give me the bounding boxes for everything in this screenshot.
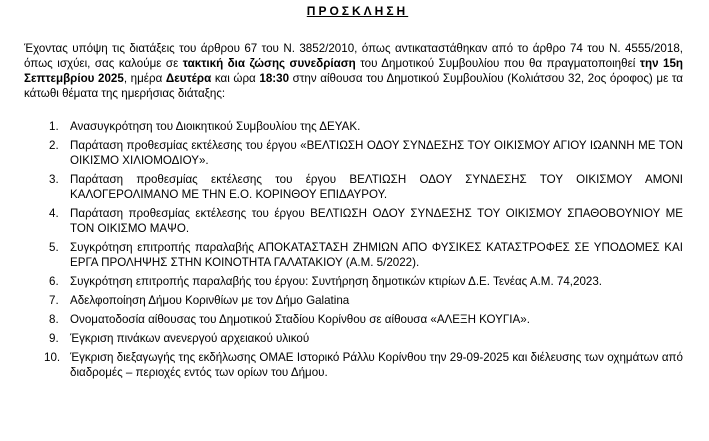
agenda-item-text: Παράταση προθεσμίας εκτέλεσης του έργου «ΒΕΛΤΙΩΣΗ ΟΔΟΥ ΣΥΝΔΕΣΗΣ ΤΟΥ ΟΙΚΙΣΜΟΥ ΑΓΙΟΥ ΙΩΑΝΝΗ ΜΕ ΤΟΝ ΟΙΚΙΣΜΟ ΧΙΛΙΟΜΟΔΙΟΥ».	[70, 139, 683, 167]
agenda-item-text: Έγκριση πινάκων ανενεργού αρχειακού υλικού	[70, 332, 310, 345]
agenda-item-number: 1.	[49, 120, 59, 133]
agenda-item	[24, 240, 683, 270]
agenda-item-number: 6.	[49, 275, 59, 288]
intro-text-3: , ημέρα	[123, 72, 166, 85]
agenda-item-text: Συγκρότηση επιτροπής παραλαβής ΑΠΟΚΑΤΑΣΤΑΣΗ ΖΗΜΙΩΝ ΑΠΟ ΦΥΣΙΚΕΣ ΚΑΤΑΣΤΡΟΦΕΣ ΣΕ ΥΠΟΔΟΜΕΣ ΚΑΙ ΕΡΓΑ ΠΡΟΛΗΨΗΣ ΣΤΗΝ ΚΟΙΝΟΤΗΤΑ ΓΑΛΑΤΑΚΙΟΥ (Α.Μ. 5/2022).	[70, 241, 683, 269]
agenda-item	[24, 350, 683, 380]
intro-text-4: και ώρα	[211, 72, 260, 85]
agenda-item	[24, 172, 683, 202]
intro-paragraph	[24, 41, 683, 101]
agenda-item	[24, 293, 683, 308]
intro-time: 18:30	[259, 72, 290, 85]
agenda-item	[24, 331, 683, 346]
agenda-item-number: 8.	[49, 313, 59, 326]
agenda-item-number: 4.	[49, 207, 59, 220]
document-title: ΠΡΟΣΚΛΗΣΗ	[306, 4, 409, 18]
agenda-item	[24, 312, 683, 327]
intro-text-5: στην αίθουσα του Δημοτικού Συμβουλίου (Κολιάτσου 32, 2ος όροφος) με τα κάτωθι θέματα της ημερήσιας διάταξης:	[24, 72, 683, 100]
intro-weekday: Δευτέρα	[165, 72, 212, 85]
agenda-item-number: 2.	[49, 139, 59, 152]
agenda-list	[24, 119, 683, 380]
agenda-item	[24, 274, 683, 289]
agenda-item-number: 5.	[49, 241, 59, 254]
agenda-item-number: 10.	[44, 351, 61, 364]
intro-date: την 15η Σεπτεμβρίου 2025	[24, 57, 683, 85]
agenda-item	[24, 119, 683, 134]
agenda-item-text: Συγκρότηση επιτροπής παραλαβής του έργου: Συντήρηση δημοτικών κτιρίων Δ.Ε. Τενέας Α.Μ. 74,2023.	[70, 275, 603, 288]
agenda-item-number: 3.	[49, 173, 59, 186]
agenda-item-number: 9.	[49, 332, 59, 345]
agenda-item	[24, 206, 683, 236]
agenda-item-text: Ανασυγκρότηση του Διοικητικού Συμβουλίου της ΔΕΥΑΚ.	[70, 120, 361, 133]
agenda-item-text: Παράταση προθεσμίας εκτέλεσης του έργου ΒΕΛΤΙΩΣΗ ΟΔΟΥ ΣΥΝΔΕΣΗΣ ΤΟΥ ΟΙΚΙΣΜΟΥ ΣΠΑΘΟΒΟΥΝΙΟΥ ΜΕ ΤΟΝ ΟΙΚΙΣΜΟ ΜΑΨΟ.	[70, 207, 683, 235]
intro-text-2: του Δημοτικού Συμβουλίου που θα πραγματοποιηθεί	[355, 57, 640, 70]
intro-session-type: τακτική δια ζώσης συνεδρίαση	[182, 57, 356, 70]
agenda-item-text: Έγκριση διεξαγωγής της εκδήλωσης ΟΜΑΕ Ιστορικό Ράλλυ Κορίνθου την 29-09-2025 και διέλευσης των οχημάτων από διαδρομές – περιοχές εντός των ορίων του Δήμου.	[70, 351, 683, 379]
agenda-item	[24, 138, 683, 168]
agenda-item-number: 7.	[49, 294, 59, 307]
intro-text-1: Έχοντας υπόψη τις διατάξεις του άρθρου 67 του Ν. 3852/2010, όπως αντικαταστάθηκαν από το άρθρο 74 του Ν. 4555/2018, όπως ισχύει, σας καλούμε σε	[24, 42, 683, 70]
agenda-item-text: Αδελφοποίηση Δήμου Κορινθίων με τον Δήμο Galatina	[70, 294, 350, 307]
agenda-item-text: Ονοματοδοσία αίθουσας του Δημοτικού Σταδίου Κορίνθου σε αίθουσα «ΑΛΕΞΗ ΚΟΥΓΙΑ».	[70, 313, 530, 326]
agenda-item-text: Παράταση προθεσμίας εκτέλεσης του έργου ΒΕΛΤΙΩΣΗ ΟΔΟΥ ΣΥΝΔΕΣΗΣ ΤΟΥ ΟΙΚΙΣΜΟΥ ΑΜΟΝΙ ΚΑΛΟΓΕΡΟΛΙΜΑΝΟ ΜΕ ΤΗΝ Ε.Ο. ΚΟΡΙΝΘΟΥ ΕΠΙΔΑΥΡΟΥ.	[70, 173, 683, 201]
